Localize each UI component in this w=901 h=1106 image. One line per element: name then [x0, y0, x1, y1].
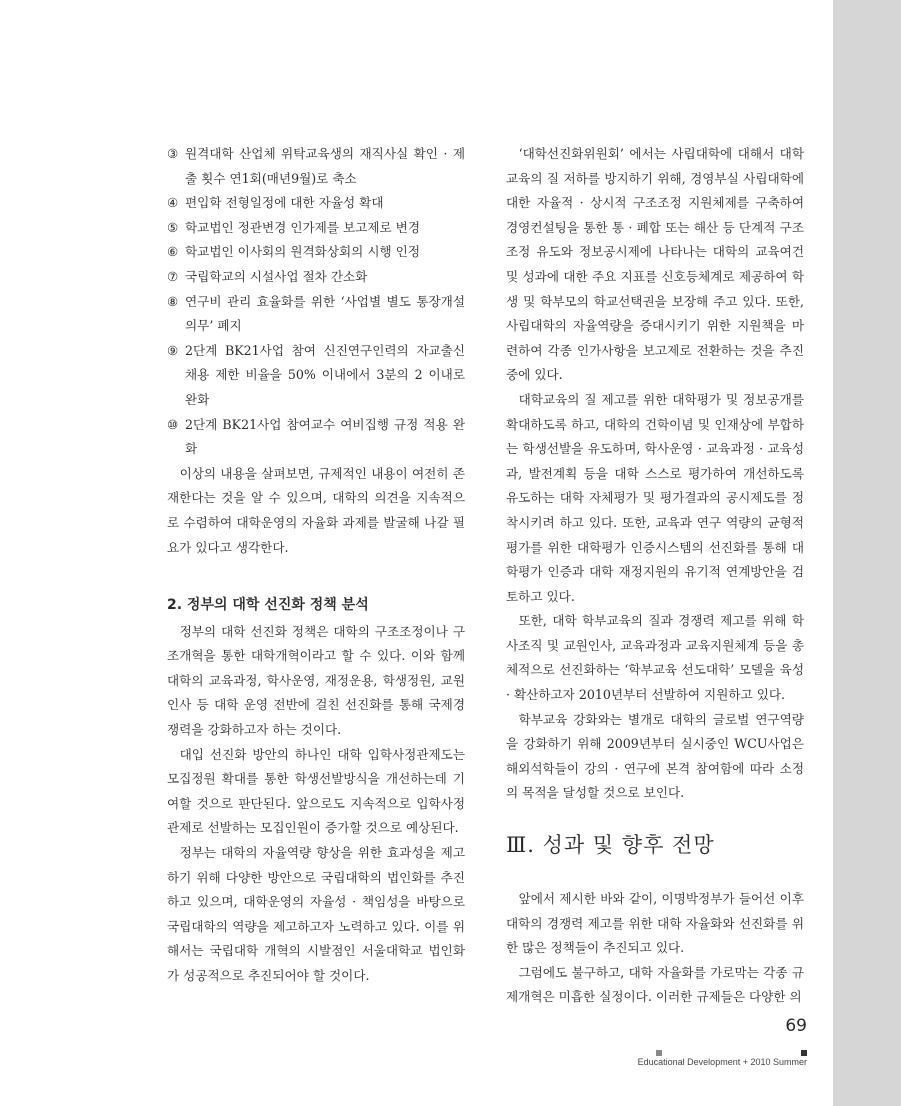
page-number: 69	[785, 1016, 807, 1036]
footer-square-marker	[656, 1050, 662, 1056]
left-column	[167, 142, 465, 989]
list-item: ④ 편입학 전형일정에 대한 자율성 확대	[167, 195, 384, 211]
body-paragraph: 대입 선진화 방안의 하나인 대학 입학사정관제도는 모집정원 확대를 통한 학생선발방식을 개선하는데 기여할 것으로 판단된다. 앞으로도 지속적으로 입학사정관제로 선발하는 모집인원이 증가할 것으로 예상된다.	[167, 746, 465, 836]
publication-footer: Educational Development + 2010 Summer	[637, 1057, 807, 1067]
list-item: ⑥ 학교법인 이사회의 원격화상회의 시행 인정	[167, 244, 420, 260]
footer-square-marker	[801, 1050, 807, 1056]
body-paragraph: 대학교육의 질 제고를 위한 대학평가 및 정보공개를 확대하도록 하고, 대학의 건학이념 및 인재상에 부합하는 학생선발을 유도하며, 학사운영 · 교육과정 · 교육성과, 발전계획 등을 대학 스스로 평가하여 개선하도록 유도하는 대학 자체평가 및 평가결과의 공시제도를 정착시키려 하고 있다. 또한, 교육과 연구 역량의 균형적 평가를 위한 대학평가 인증시스템의 선진화를 통해 대학평가 인증과 대학 재정지원의 유기적 연계방안을 검토하고 있다.	[506, 391, 804, 604]
right-column	[506, 142, 804, 1010]
list-item: ⑨ 2단계 BK21사업 참여 신진연구인력의 자교출신 채용 제한 비율을 50% 이내에서 3분의 2 이내로 완화	[167, 342, 465, 407]
body-paragraph: 또한, 대학 학부교육의 질과 경쟁력 제고를 위해 학사조직 및 교원인사, 교육과정과 교육지원체계 등을 총체적으로 선진화하는 ‘학부교육 선도대학’ 모델을 육성 · 확산하고자 2010년부터 선발하여 지원하고 있다.	[506, 613, 804, 703]
body-paragraph: 정부는 대학의 자율역량 향상을 위한 효과성을 제고하기 위해 다양한 방안으로 국립대학의 법인화를 추진하고 있으며, 대학운영의 자율성 · 책임성을 바탕으로 국립대학의 역량을 제고하고자 노력하고 있다. 이를 위해서는 국립대학 개혁의 시발점인 서울대학교 법인화가 성공적으로 추진되어야 할 것이다.	[167, 845, 465, 983]
list-item: ⑩ 2단계 BK21사업 참여교수 여비집행 규정 적용 완화	[167, 416, 465, 457]
list-item: ⑤ 학교법인 정관변경 인가제를 보고제로 변경	[167, 219, 420, 235]
body-paragraph: 정부의 대학 선진화 정책은 대학의 구조조정이나 구조개혁을 통한 대학개혁이라고 할 수 있다. 이와 함께 대학의 교육과정, 학사운영, 재정운용, 학생정원, 교원인사 등 대학 운영 전반에 걸친 선진화를 통해 국제경쟁력을 강화하고자 하는 것이다.	[167, 623, 465, 738]
body-paragraph: 학부교육 강화와는 별개로 대학의 글로벌 연구역량을 강화하기 위해 2009년부터 실시중인 WCU사업은 해외석학들이 강의 · 연구에 본격 참여함에 따라 소정의 목적을 달성할 것으로 보인다.	[506, 711, 804, 801]
body-paragraph: 그럼에도 불구하고, 대학 자율화를 가로막는 각종 규제개혁은 미흡한 실정이다. 이러한 규제들은 다양한 의	[506, 964, 804, 1005]
summary-paragraph: 이상의 내용을 살펴보면, 규제적인 내용이 여전히 존재한다는 것을 알 수 있으며, 대학의 의견을 지속적으로 수렴하여 대학운영의 자율화 과제를 발굴해 나갈 필요가 있다고 생각한다.	[167, 465, 465, 555]
side-margin-bar	[833, 0, 901, 1106]
list-item: ③ 원격대학 산업체 위탁교육생의 재직사실 확인 · 제출 횟수 연1회(매년9월)로 축소	[167, 146, 465, 186]
list-item: ⑦ 국립학교의 시설사업 절차 간소화	[167, 268, 368, 284]
section-heading: 2. 정부의 대학 선진화 정책 분석	[167, 597, 369, 614]
list-item: ⑧ 연구비 관리 효율화를 위한 ‘사업별 별도 통장개설 의무’ 폐지	[167, 293, 465, 334]
chapter-heading: Ⅲ. 성과 및 향후 전망	[506, 833, 715, 858]
body-paragraph: 앞에서 제시한 바와 같이, 이명박정부가 들어선 이후 대학의 경쟁력 제고를 위한 대학 자율화와 선진화를 위한 많은 정책들이 추진되고 있다.	[506, 891, 804, 956]
body-paragraph: ‘대학선진화위원회’ 에서는 사립대학에 대해서 대학교육의 질 저하를 방지하기 위해, 경영부실 사립대학에 대한 자율적 · 상시적 구조조정 지원체제를 구축하여 경영컨설팅을 통한 통 · 폐합 또는 해산 등 단계적 구조조정 유도와 정보공시제에 나타나는 대학의 교육여건 및 성과에 대한 주요 지표를 신호등체계로 제공하여 학생 및 학부모의 학교선택권을 보장해 주고 있다. 또한, 사립대학의 자율역량을 증대시키기 위한 지원책을 마련하여 각종 인가사항을 보고제로 전환하는 것을 추진 중에 있다.	[506, 146, 804, 383]
